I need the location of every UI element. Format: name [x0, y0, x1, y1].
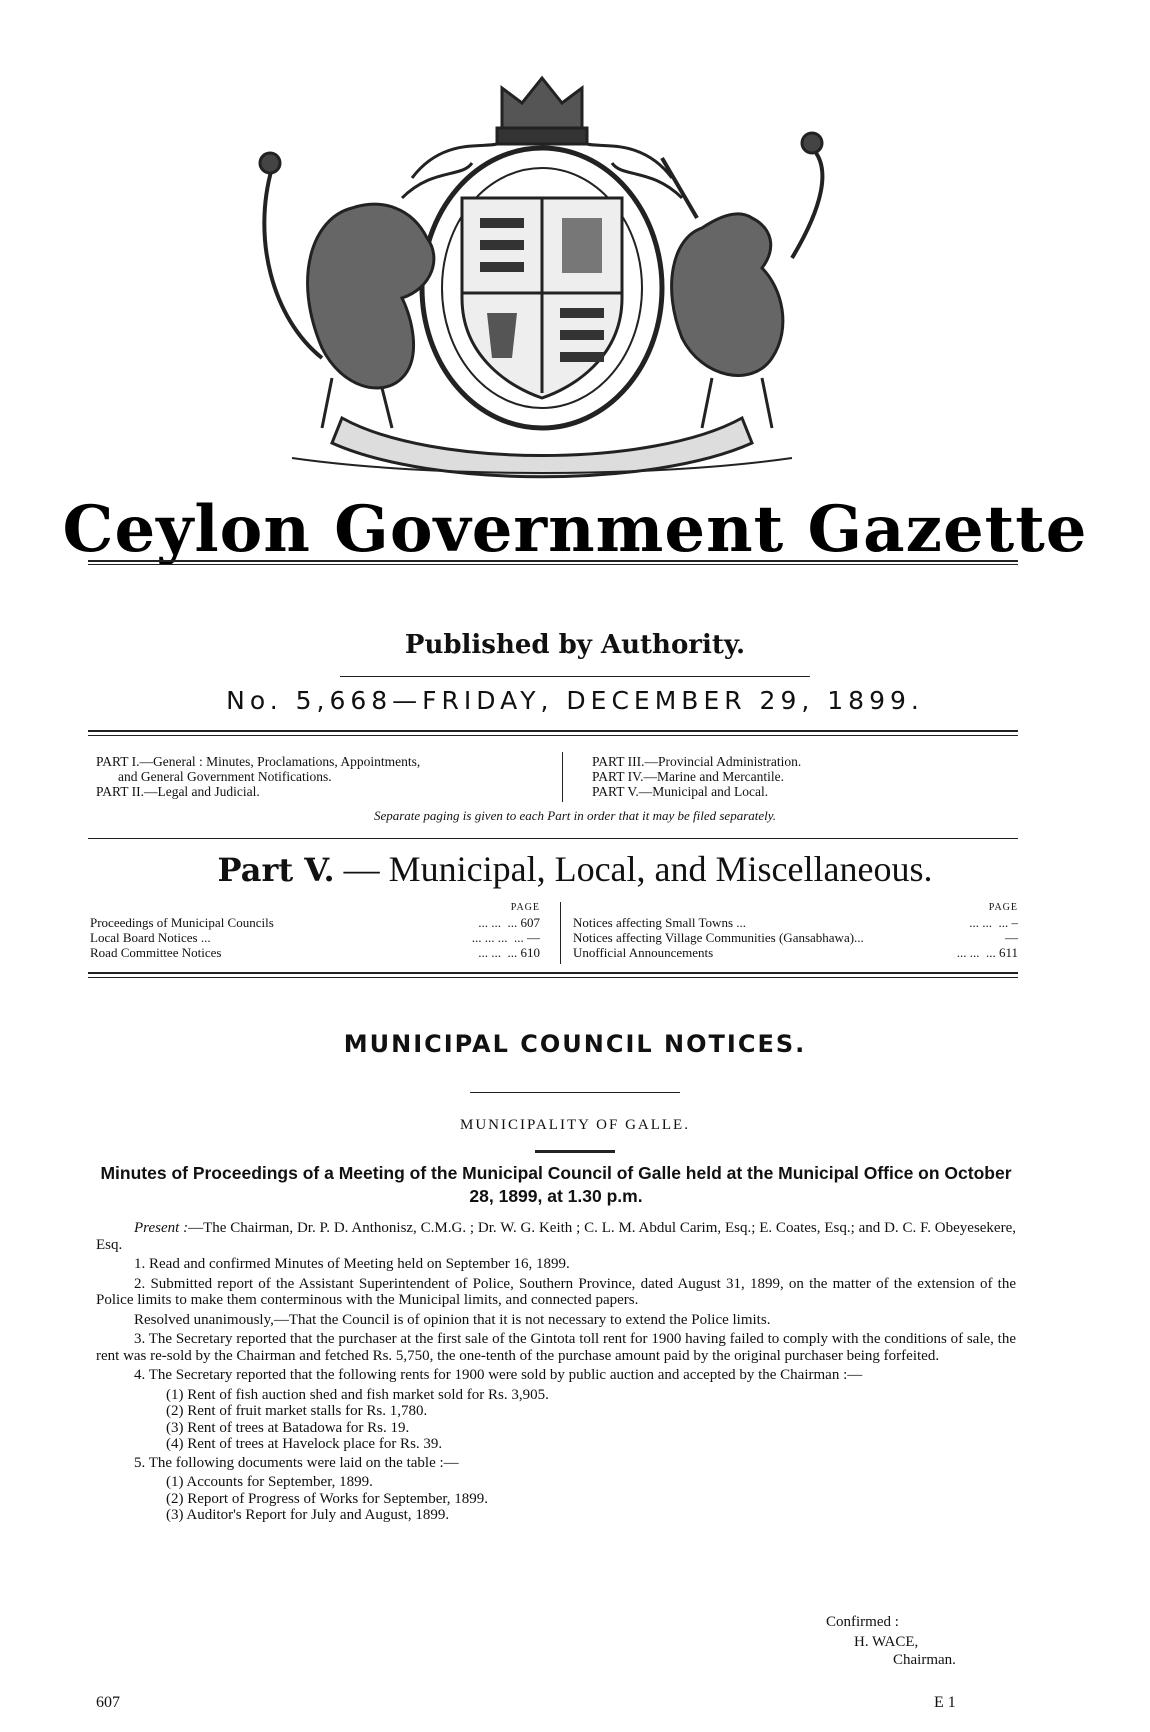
part-entry: PART II.—Legal and Judicial. [96, 784, 260, 799]
column-divider [562, 752, 563, 802]
divider [88, 564, 1018, 565]
parts-index-right [592, 754, 1012, 799]
issue-line: No. 5,668—FRIDAY, DECEMBER 29, 1899. [226, 686, 924, 715]
page-number: 607 [96, 1694, 120, 1711]
part-number: Part V. [217, 851, 335, 889]
minutes-title: Minutes of Proceedings of a Meeting of the Municipal Council of Galle held at the Municipal Office on October 28, 1899, at 1.30 p.m. [100, 1163, 1012, 1206]
sheet-mark: E 1 [934, 1694, 956, 1711]
contents-right [573, 900, 1018, 960]
contents-dots: ... ... [969, 915, 992, 930]
list-item: (3) Auditor's Report for July and August, 1899. [166, 1507, 450, 1523]
list-item: (2) Rent of fruit market stalls for Rs. 1,780. [166, 1403, 428, 1419]
part-entry: PART IV.—Marine and Mercantile. [592, 769, 785, 784]
divider [88, 730, 1018, 732]
contents-row: Unofficial Announcements ... ... ... 611 [573, 945, 1018, 960]
contents-row: Proceedings of Municipal Councils ... ... ... 607 [90, 915, 540, 930]
divider [88, 735, 1018, 736]
publication-authority: Published by Authority. [404, 630, 746, 660]
divider [470, 1092, 680, 1093]
present-paragraph [96, 1220, 1016, 1253]
divider [340, 676, 810, 677]
contents-page: 610 [520, 945, 540, 960]
divider [88, 560, 1018, 562]
minutes-item: 1. Read and confirmed Minutes of Meeting held on September 16, 1899. [134, 1256, 570, 1272]
contents-row: Local Board Notices ... ... ... ... ... — [90, 930, 540, 945]
contents-label: Local Board Notices ... [90, 930, 211, 945]
list-item: (3) Rent of trees at Batadowa for Rs. 19. [166, 1419, 410, 1436]
part-name: — Municipal, Local, and Miscellaneous. [343, 849, 933, 889]
minutes-item: 4. The Secretary reported that the following rents for 1900 were sold by public auction and accepted by the Chairman :— [134, 1367, 863, 1383]
divider [88, 977, 1018, 978]
resolution: Resolved unanimously,—That the Council is of opinion that it is not necessary to extend the Police limits. [134, 1311, 771, 1328]
contents-page: 611 [998, 945, 1018, 960]
minutes-item: 5. The following documents were laid on the table :— [134, 1454, 459, 1471]
contents-dots: ... ... [956, 945, 980, 960]
part-entry: and General Government Notifications. [118, 769, 332, 784]
divider [535, 1150, 615, 1153]
contents-page: — [527, 930, 540, 945]
signatory-name: H. WACE, [854, 1634, 919, 1650]
confirmed-label: Confirmed : [826, 1614, 899, 1630]
parts-index-left [96, 754, 556, 799]
contents-label: Unofficial Announcements [573, 945, 714, 960]
contents-row [573, 930, 1018, 945]
municipality-heading: MUNICIPALITY OF GALLE. [460, 1117, 690, 1133]
contents-left [90, 900, 540, 960]
minutes-item: 3. The Secretary reported that the purchaser at the first sale of the Gintota toll rent for 1900 having failed to comply with the conditions of sale, the rent was re-sold by the Chairman and fetched Rs. 5,750, the one-tenth of the purchase amount paid by the original purchaser being forfeited. [96, 1331, 1016, 1364]
present-list: —The Chairman, Dr. P. D. Anthonisz, C.M.G. ; Dr. W. G. Keith ; C. L. M. Abdul Carim, Esq.; E. Coates, Esq.; and D. C. F. Obeyesekere, Esq. [96, 1220, 1016, 1253]
contents-row: Road Committee Notices ... ... ... 610 [90, 945, 540, 960]
contents-page: – [1011, 915, 1018, 930]
list-item: (1) Rent of fish auction shed and fish market sold for Rs. 3,905. [166, 1386, 549, 1403]
page-column-header: PAGE [988, 902, 1018, 913]
royal-coat-of-arms [232, 58, 852, 498]
minutes-item: 2. Submitted report of the Assistant Superintendent of Police, Southern Province, dated August 31, 1899, on the matter of the extension of the Police limits to make them conterminous with the Municipal limits, and connected papers. [96, 1275, 1016, 1308]
separate-paging-note: Separate paging is given to each Part in order that it may be filed separately. [373, 808, 777, 823]
contents-label: Proceedings of Municipal Councils [90, 915, 274, 930]
list-item: (1) Accounts for September, 1899. [166, 1474, 373, 1490]
signatory-role: Chairman. [893, 1652, 956, 1668]
contents-page: 607 [520, 915, 540, 930]
part-entry: PART I.—General : Minutes, Proclamations, Appointments, [96, 754, 421, 769]
list-item: (2) Report of Progress of Works for September, 1899. [166, 1490, 489, 1507]
contents-dots: ... ... [478, 945, 501, 960]
divider [88, 838, 1018, 839]
contents-page: — [1005, 930, 1018, 945]
contents-label: Road Committee Notices [90, 945, 222, 960]
contents-label: Notices affecting Small Towns ... [573, 915, 746, 930]
present-label: Present : [134, 1220, 189, 1236]
page-column-header: PAGE [510, 902, 540, 913]
column-divider [560, 902, 561, 964]
contents-dots: ... ... [478, 915, 501, 930]
divider [88, 972, 1018, 974]
contents-label: Notices affecting Village Communities (Gansabhawa)... [573, 930, 864, 945]
gazette-title: Ceylon Government Gazette [62, 492, 1088, 567]
part-entry: PART III.—Provincial Administration. [592, 754, 802, 769]
part-title [0, 848, 1150, 890]
list-item: (4) Rent of trees at Havelock place for Rs. 39. [166, 1436, 443, 1452]
part-entry: PART V.—Municipal and Local. [592, 784, 769, 799]
minutes-body [96, 1220, 1016, 1524]
section-heading: MUNICIPAL COUNCIL NOTICES. [343, 1030, 807, 1058]
contents-dots: ... ... ... [471, 930, 508, 945]
contents-row: Notices affecting Small Towns ... ... ... ... – [573, 915, 1018, 930]
